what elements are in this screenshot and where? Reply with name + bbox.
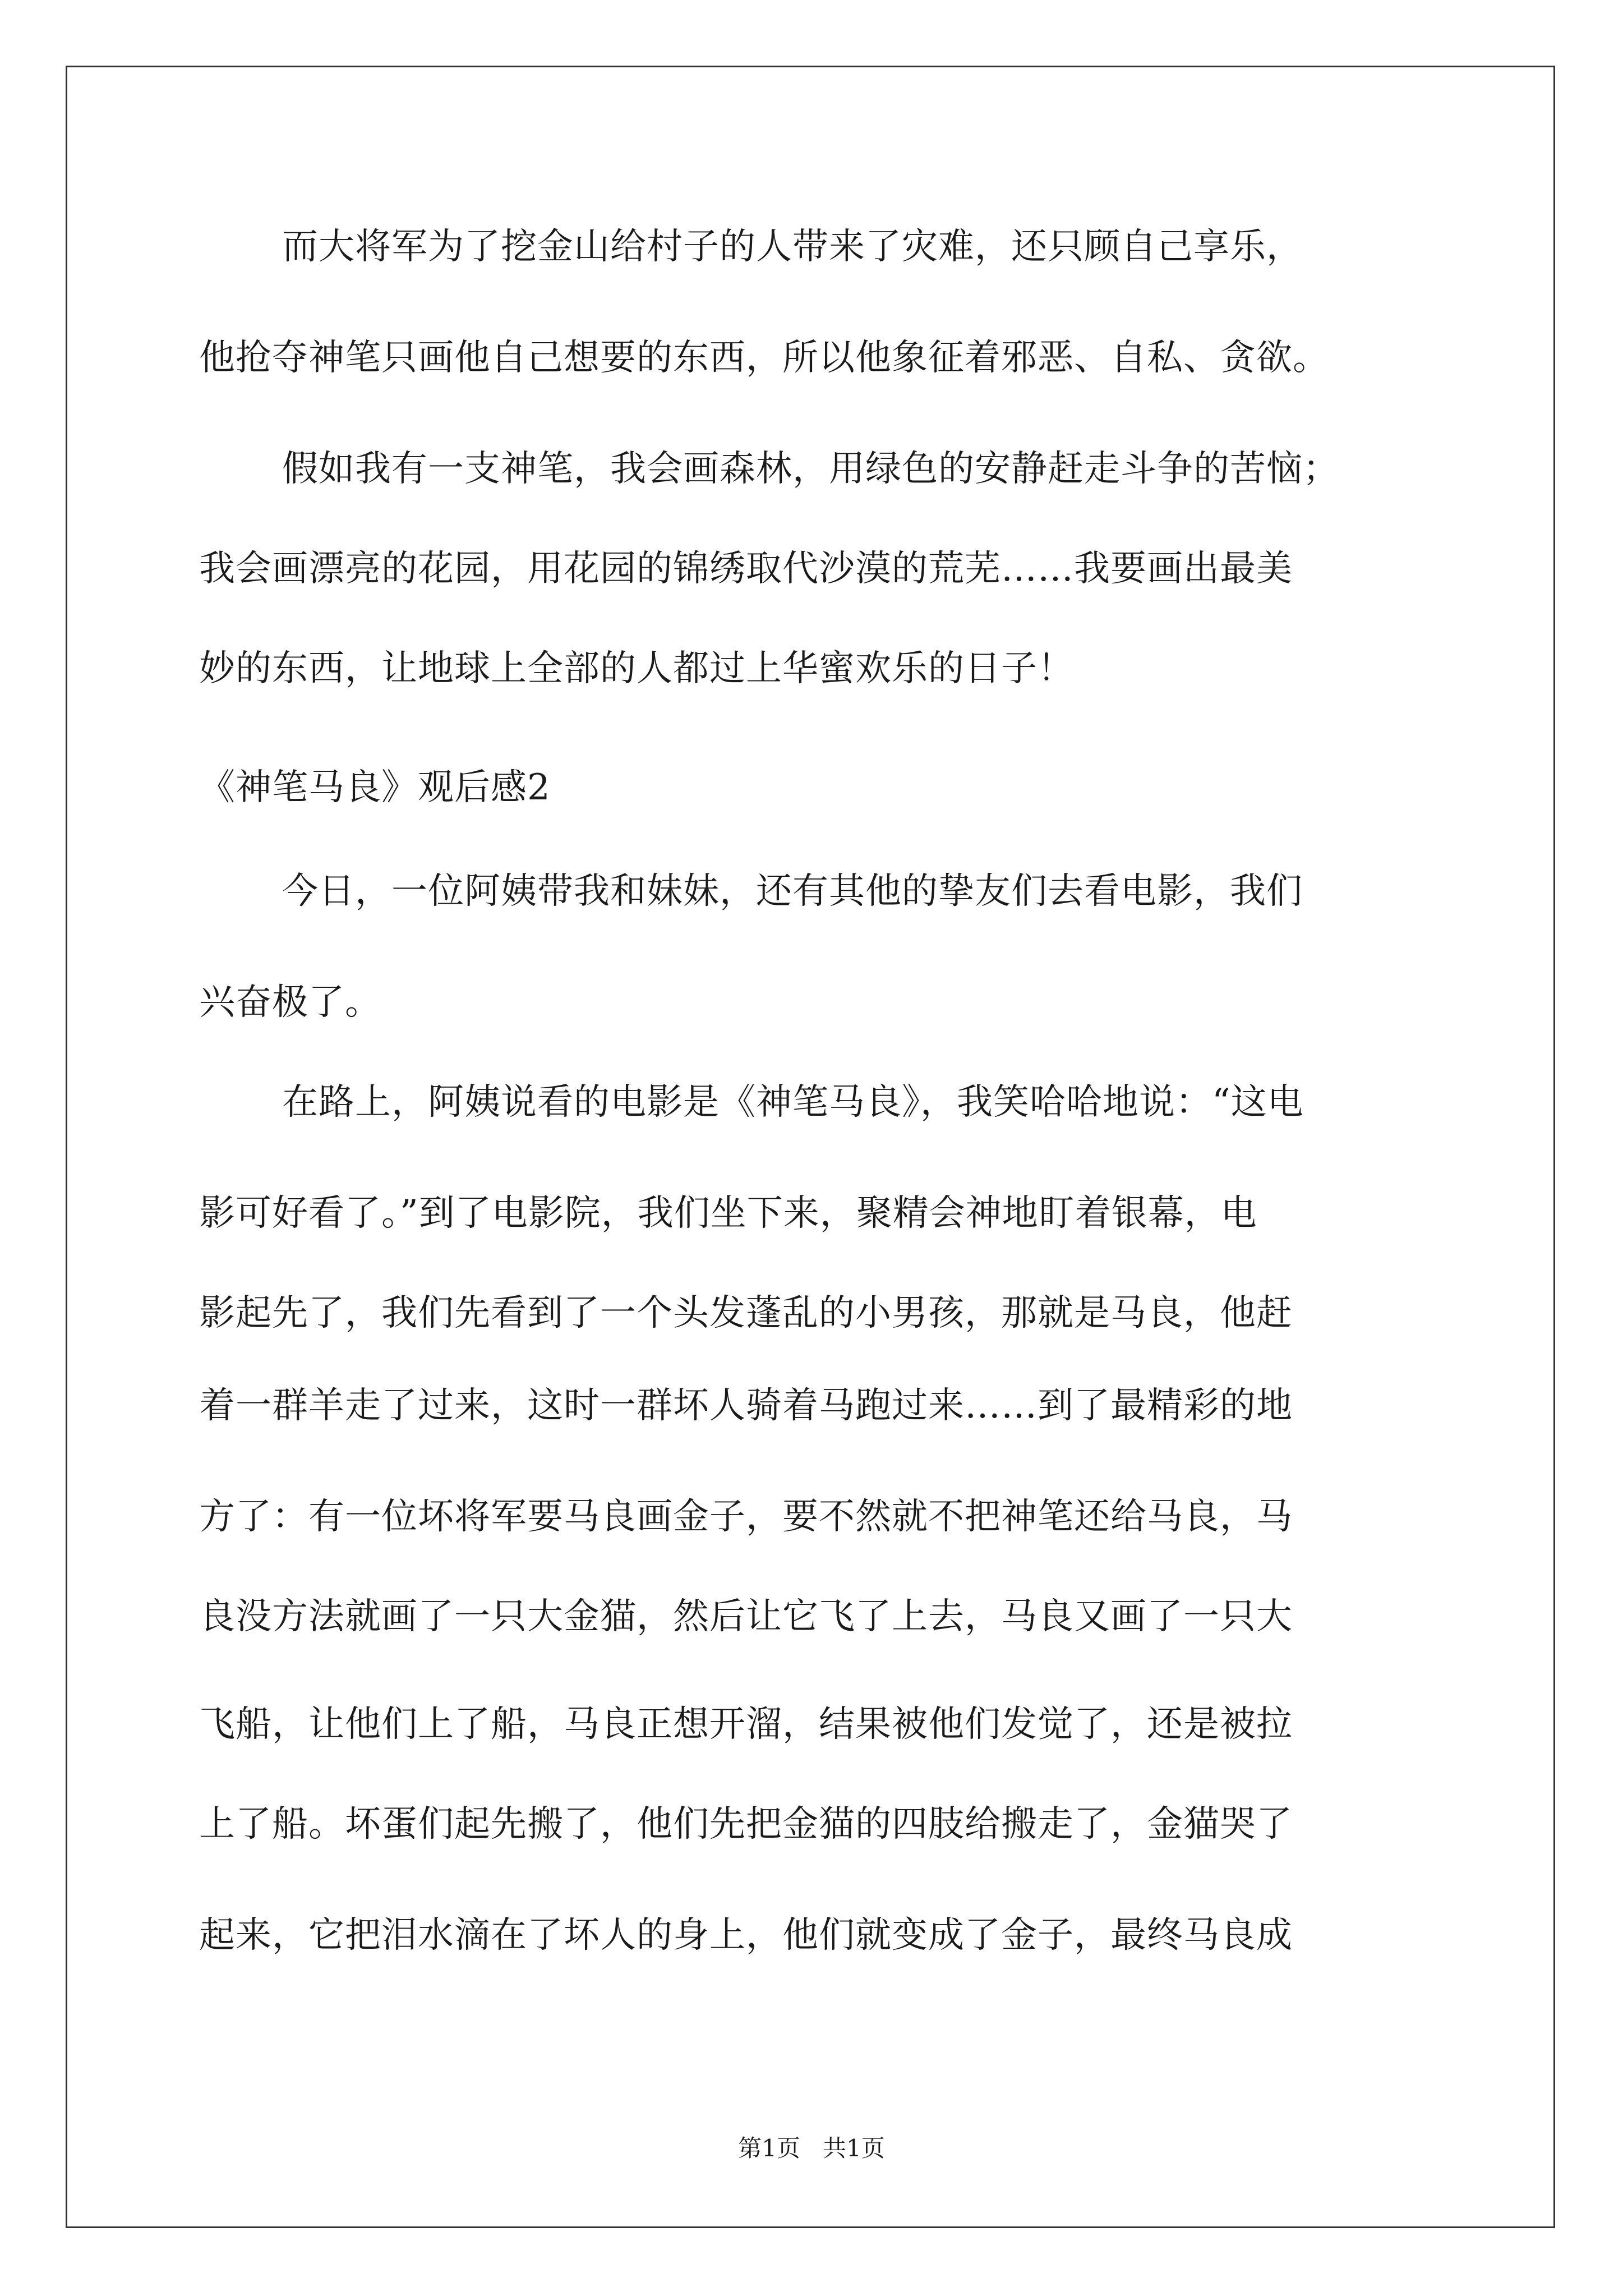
paragraph-line: 上了船。坏蛋们起先搬了，他们先把金猫的四肢给搬走了，金猫哭了	[199, 1803, 1293, 1845]
paragraph-line: 着一群羊走了过来，这时一群坏人骑着马跑过来……到了最精彩的地	[199, 1385, 1293, 1427]
paragraph-line: 方了：有一位坏将军要马良画金子，要不然就不把神笔还给马良，马	[199, 1496, 1293, 1538]
paragraph-line: 起来，它把泪水滴在了坏人的身上，他们就变成了金子，最终马良成	[199, 1915, 1293, 1956]
paragraph-line: 我会画漂亮的花园，用花园的锦绣取代沙漠的荒芜……我要画出最美	[199, 548, 1293, 590]
paragraph-line: 兴奋极了。	[199, 982, 381, 1023]
paragraph-line: 假如我有一支神笔，我会画森林，用绿色的安静赶走斗争的苦恼；	[282, 448, 1339, 490]
paragraph-line: 而大将军为了挖金山给村子的人带来了灾难，还只顾自己享乐，	[282, 226, 1303, 268]
paragraph-line: 飞船，让他们上了船，马良正想开溜，结果被他们发觉了，还是被拉	[199, 1704, 1293, 1745]
paragraph-line: 今日，一位阿姨带我和妹妹，还有其他的挚友们去看电影，我们	[282, 871, 1303, 912]
paragraph-line: 在路上，阿姨说看的电影是《神笔马良》，我笑哈哈地说：“这电	[282, 1082, 1304, 1123]
paragraph-line: 妙的东西，让地球上全部的人都过上华蜜欢乐的日子！	[199, 648, 1074, 689]
paragraph-line: 良没方法就画了一只大金猫，然后让它飞了上去，马良又画了一只大	[199, 1596, 1293, 1637]
paragraph-line: 影起先了，我们先看到了一个头发蓬乱的小男孩，那就是马良，他赶	[199, 1292, 1293, 1334]
page-footer: 第1页 共1页	[738, 2134, 885, 2162]
paragraph-line: 他抢夺神笔只画他自己想要的东西，所以他象征着邪恶、自私、贪欲。	[199, 337, 1329, 379]
page-border	[66, 66, 1555, 2228]
section-heading: 《神笔马良》观后感2	[199, 767, 551, 808]
paragraph-line: 影可好看了。”到了电影院，我们坐下来，聚精会神地盯着银幕，电	[199, 1193, 1257, 1234]
